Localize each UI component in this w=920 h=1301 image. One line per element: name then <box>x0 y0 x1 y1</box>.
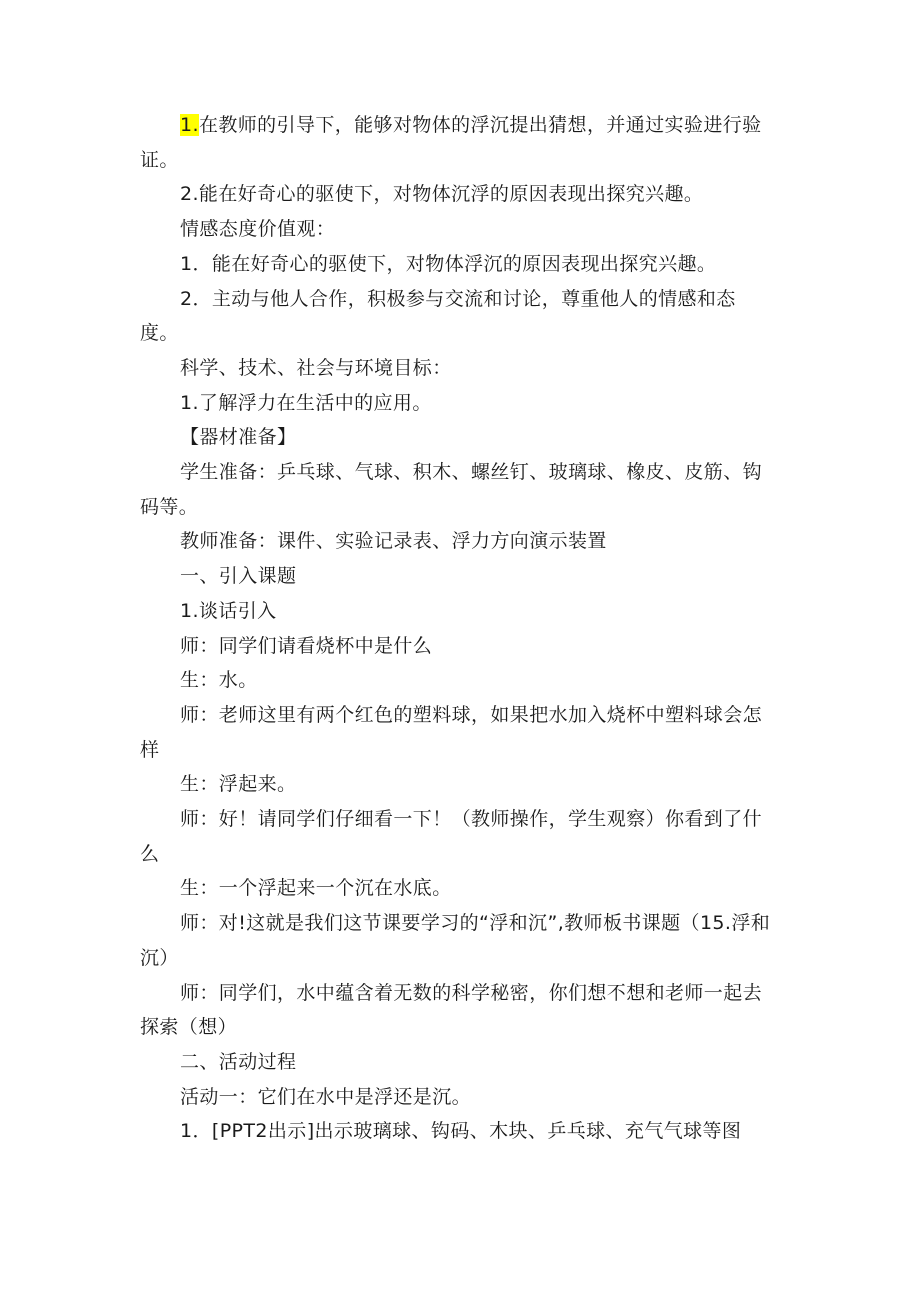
paragraph-student-materials: 学生准备：乒乓球、气球、积木、螺丝钉、玻璃球、橡皮、皮筋、钩码等。 <box>140 461 763 518</box>
paragraph-1 <box>140 108 772 177</box>
dialogue-line: 师：好！请同学们仔细看一下！（教师操作，学生观察）你看到了什么 <box>140 808 763 865</box>
paragraph-activity-one: 活动一：它们在水中是浮还是沉。 <box>180 1085 472 1108</box>
dialogue-line: 师：同学们，水中蕴含着无数的科学秘密，你们想不想和老师一起去探索（想） <box>140 981 763 1039</box>
section-heading-stse: 科学、技术、社会与环境目标： <box>180 356 452 379</box>
section-heading-attitude: 情感态度价值观： <box>180 218 336 241</box>
paragraph-2: 2.能在好奇心的驱使下，对物体沉浮的原因表现出探究兴趣。 <box>180 183 704 206</box>
paragraph-text: 在教师的引导下，能够对物体的浮沉提出猜想，并通过实验进行验证。 <box>140 114 762 171</box>
document-body <box>140 108 772 1149</box>
dialogue-line: 师：老师这里有两个红色的塑料球，如果把水加入烧杯中塑料球会怎样 <box>140 703 763 761</box>
dialogue-line: 师：同学们请看烧杯中是什么 <box>180 634 433 657</box>
paragraph-12: 1.谈话引入 <box>180 599 277 622</box>
paragraph-teacher-materials: 教师准备：课件、实验记录表、浮力方向演示装置 <box>180 530 607 553</box>
dialogue-line: 生：一个浮起来一个沉在水底。 <box>180 877 452 900</box>
paragraph-23: 1．[PPT2出示]出示玻璃球、钩码、木块、乒乓球、充气气球等图 <box>180 1120 742 1143</box>
dialogue-line: 生：水。 <box>180 669 258 692</box>
paragraph-5: 2．主动与他人合作，积极参与交流和讨论，尊重他人的情感和态度。 <box>140 287 736 345</box>
section-heading-activity: 二、活动过程 <box>180 1050 297 1073</box>
dialogue-line: 师：对!这就是我们这节课要学习的“浮和沉”,教师板书课题（15.浮和沉） <box>140 912 771 969</box>
dialogue-line: 生：浮起来。 <box>180 773 297 796</box>
paragraph-7: 1.了解浮力在生活中的应用。 <box>180 391 432 414</box>
paragraph-4: 1．能在好奇心的驱使下，对物体浮沉的原因表现出探究兴趣。 <box>180 252 717 275</box>
section-heading-intro: 一、引入课题 <box>180 565 297 588</box>
section-heading-materials: 【器材准备】 <box>180 426 297 449</box>
highlighted-number: 1. <box>180 114 199 136</box>
